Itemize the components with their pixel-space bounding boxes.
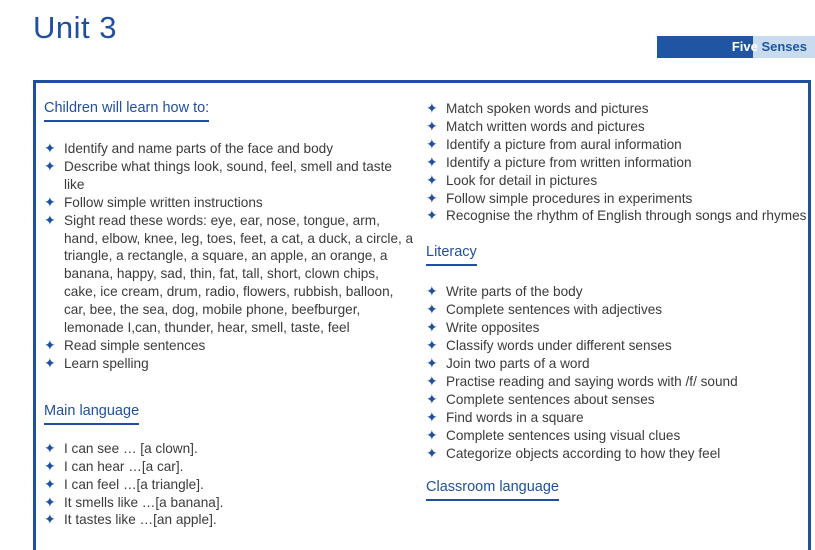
list-item-text: I can hear …[a car]. <box>64 458 184 474</box>
four-point-star-icon: ✦ <box>426 135 438 152</box>
list-item-text: Classify words under different senses <box>446 338 672 354</box>
four-point-star-icon: ✦ <box>426 426 438 443</box>
list-item-text: Categorize objects according to how they feel <box>446 445 721 461</box>
four-point-star-icon: ✦ <box>426 117 438 134</box>
list-item <box>44 140 414 158</box>
list-item-text: Match spoken words and pictures <box>446 101 649 116</box>
literacy-list <box>426 283 810 462</box>
list-item <box>426 409 810 427</box>
list-item <box>426 355 810 373</box>
list-item <box>426 301 810 319</box>
list-item <box>426 118 810 136</box>
four-point-star-icon: ✦ <box>44 336 56 353</box>
banner-title-part1: Five <box>731 39 758 54</box>
list-item <box>44 212 414 337</box>
list-item-text: Sight read these words: eye, ear, nose, tongue, arm, hand, elbow, knee, leg, toes, feet, a cat, a duck, a circle, a triangle, a rectangle, a square, an apple, an orange, a banana, happy, sad, thin, fat, tall, short, clown chips, cake, ice cream, drum, radio, flowers, rubbish, balloon, car, bee, the sea, dog, mobile phone, beefburger, lemonade I,can, thunder, hear, smell, taste, feel <box>64 212 414 336</box>
list-item-text: Look for detail in pictures <box>446 172 598 188</box>
list-item-text: Practise reading and saying words with /f/ sound <box>446 373 738 389</box>
list-item <box>426 207 810 225</box>
list-item <box>426 445 810 463</box>
classroom-language-heading: Classroom language <box>426 478 559 501</box>
four-point-star-icon: ✦ <box>44 439 56 456</box>
list-item <box>426 427 810 445</box>
list-item <box>44 511 414 529</box>
literacy-heading: Literacy <box>426 243 477 266</box>
list-item-text: I can see … [a clown]. <box>64 440 198 456</box>
list-item <box>426 391 810 409</box>
list-item-text: Recognise the rhythm of English through songs and rhymes <box>446 208 807 224</box>
main-language-heading: Main language <box>44 402 139 425</box>
learn-list <box>44 140 414 373</box>
four-point-star-icon: ✦ <box>44 157 56 174</box>
list-item-text: Write opposites <box>446 320 540 336</box>
list-item <box>44 476 414 494</box>
main-language-list <box>44 440 414 530</box>
list-item-text: Identify a picture from aural information <box>446 136 682 152</box>
list-item-text: Find words in a square <box>446 409 584 425</box>
list-item <box>426 283 810 301</box>
four-point-star-icon: ✦ <box>426 301 438 318</box>
list-item <box>426 337 810 355</box>
four-point-star-icon: ✦ <box>44 193 56 210</box>
list-item <box>44 494 414 512</box>
four-point-star-icon: ✦ <box>44 493 56 510</box>
list-item-text: Identify and name parts of the face and body <box>64 141 334 156</box>
list-item <box>44 337 414 355</box>
skills-list <box>426 100 810 225</box>
list-item-text: Complete sentences using visual clues <box>446 427 681 443</box>
left-column <box>44 83 414 529</box>
list-item-text: Join two parts of a word <box>446 355 590 371</box>
list-item-text: Describe what things look, sound, feel, smell and taste like <box>64 158 392 192</box>
list-item-text: Follow simple procedures in experiments <box>446 190 693 206</box>
four-point-star-icon: ✦ <box>426 408 438 425</box>
four-point-star-icon: ✦ <box>44 211 56 228</box>
four-point-star-icon: ✦ <box>426 390 438 407</box>
list-item <box>426 373 810 391</box>
banner-title-part2: Senses <box>761 39 807 54</box>
list-item <box>426 100 810 118</box>
list-item-text: Complete sentences about senses <box>446 391 655 407</box>
four-point-star-icon: ✦ <box>426 189 438 206</box>
list-item-text: It smells like …[a banana]. <box>64 494 224 510</box>
list-item-text: Identify a picture from written information <box>446 154 692 170</box>
list-item <box>426 154 810 172</box>
list-item-text: Follow simple written instructions <box>64 194 263 210</box>
list-item-text: Write parts of the body <box>446 284 583 300</box>
list-item <box>44 355 414 373</box>
list-item-text: Read simple sentences <box>64 337 206 353</box>
list-item-text: Match written words and pictures <box>446 118 645 134</box>
list-item-text: Complete sentences with adjectives <box>446 302 663 318</box>
list-item <box>44 158 414 194</box>
four-point-star-icon: ✦ <box>426 153 438 170</box>
list-item <box>426 190 810 208</box>
four-point-star-icon: ✦ <box>426 100 438 116</box>
four-point-star-icon: ✦ <box>44 140 56 156</box>
four-point-star-icon: ✦ <box>426 171 438 188</box>
learn-heading: Children will learn how to: <box>44 99 209 122</box>
section-banner <box>657 36 815 58</box>
list-item <box>426 172 810 190</box>
list-item-text: Learn spelling <box>64 355 149 371</box>
list-item-text: It tastes like …[an apple]. <box>64 512 217 528</box>
four-point-star-icon: ✦ <box>426 372 438 389</box>
four-point-star-icon: ✦ <box>426 337 438 354</box>
four-point-star-icon: ✦ <box>426 354 438 371</box>
right-column <box>426 83 810 501</box>
list-item <box>44 194 414 212</box>
four-point-star-icon: ✦ <box>426 207 438 224</box>
unit-title: Unit 3 <box>33 10 117 45</box>
four-point-star-icon: ✦ <box>426 319 438 336</box>
four-point-star-icon: ✦ <box>44 354 56 371</box>
list-item <box>44 440 414 458</box>
four-point-star-icon: ✦ <box>426 444 438 461</box>
four-point-star-icon: ✦ <box>426 283 438 300</box>
four-point-star-icon: ✦ <box>44 475 56 492</box>
four-point-star-icon: ✦ <box>44 511 56 528</box>
list-item-text: I can feel …[a triangle]. <box>64 476 204 492</box>
list-item <box>426 319 810 337</box>
list-item <box>44 458 414 476</box>
banner-title <box>732 39 807 55</box>
list-item <box>426 136 810 154</box>
content-frame <box>33 80 811 550</box>
four-point-star-icon: ✦ <box>44 457 56 474</box>
